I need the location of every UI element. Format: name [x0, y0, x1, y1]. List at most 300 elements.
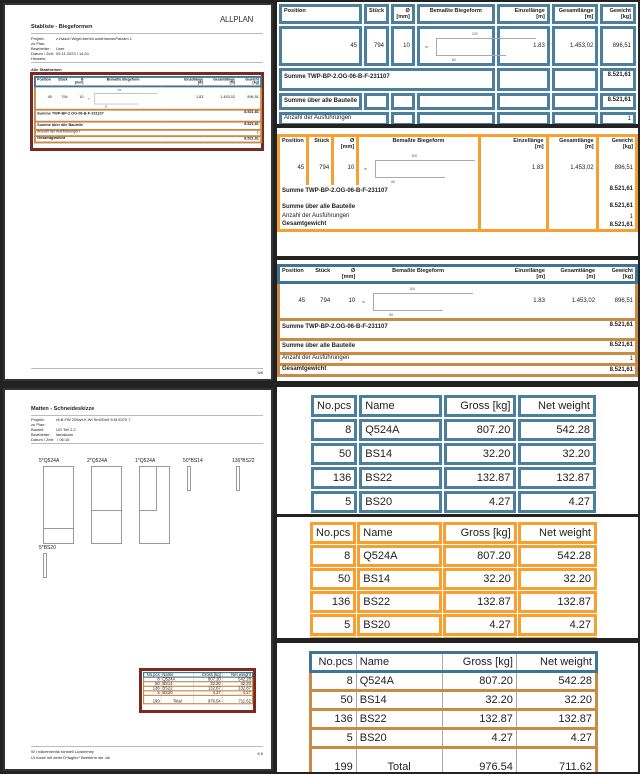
column-header [236, 77, 261, 86]
total-cell: 976.54 [442, 748, 516, 773]
bending-shape-drawing [422, 30, 490, 62]
row-value: 1 [597, 213, 636, 221]
row-value: 8.521,61 [244, 122, 259, 127]
empty-cell [479, 320, 547, 340]
cell: 132.87 [442, 710, 516, 729]
table-row [310, 591, 597, 613]
header-label: Gewicht [245, 77, 259, 82]
column-header: Net weight [518, 395, 596, 417]
bar-table-cells-panel [277, 2, 638, 124]
total-cell: 976.54 [194, 695, 222, 703]
mat-table-rows-panel [277, 643, 638, 772]
header-unit [282, 274, 305, 280]
cell: BS20 [359, 491, 442, 513]
dimension-bottom: 60 [104, 105, 108, 109]
column-header [547, 136, 597, 152]
total-cell: 711.62 [222, 695, 253, 703]
header-row [279, 266, 637, 283]
table-row [310, 614, 597, 636]
cutting-sketch [43, 553, 47, 578]
cell: 50 [144, 682, 161, 687]
header-unit: [mm] [74, 81, 84, 85]
cell: 1.453,02 [220, 95, 235, 100]
header-label: Gesamtlänge [560, 268, 596, 274]
cutting-sketch [91, 466, 122, 544]
meta-key: Projekt: [31, 417, 45, 422]
anzahl-row [279, 354, 637, 365]
header-unit [361, 144, 475, 150]
cell: 4.27 [442, 729, 516, 748]
empty-cell [205, 136, 237, 142]
column-header [552, 4, 598, 24]
header-label: Position [282, 268, 304, 274]
cell: BS22 [161, 686, 194, 691]
shape-line [436, 38, 506, 56]
header-label: Stück [58, 77, 68, 82]
column-header [417, 4, 495, 24]
header-unit [282, 144, 304, 150]
row-label: Summe über alle Bauteile [37, 123, 84, 128]
meta-value: UG Teil 2.2 [56, 427, 76, 432]
total-cell: 711.62 [516, 748, 596, 773]
header-unit: [mm] [340, 144, 355, 150]
header-label: Bemaßte Biegeform [106, 77, 140, 82]
empty-cell [479, 221, 547, 231]
column-header: Name [357, 522, 442, 544]
row-label: Gesamtgewicht [37, 136, 66, 141]
cell: Q524A [356, 672, 442, 691]
gesamtgewicht-row [279, 365, 637, 376]
meta-key: Bearbeiter: [31, 46, 51, 51]
cell: 807.20 [443, 545, 517, 567]
cell: 542.28 [222, 677, 253, 682]
cell: 542.28 [518, 545, 597, 567]
summe-row [279, 68, 636, 91]
total-row [310, 637, 597, 638]
cell: 45 [279, 151, 308, 185]
cell: 794 [308, 151, 333, 185]
row-label: Summe TWP-BP-2.OG-06-B-F-231107 [282, 324, 388, 330]
header-label: Stück [314, 138, 330, 144]
section-label: Alle Stabformen [31, 67, 62, 72]
bending-shape-cell [358, 151, 479, 185]
header-label: Ø [349, 138, 355, 144]
column-header [357, 266, 479, 283]
header-label: Gesamtlänge [559, 138, 594, 144]
cell: 794 [320, 298, 331, 304]
cell: 1.83 [195, 95, 204, 100]
cutting-sketch [43, 466, 74, 544]
header-label: Ø [350, 268, 356, 274]
empty-cell [547, 213, 597, 221]
bending-shape-drawing [361, 152, 475, 184]
summe-row [35, 110, 261, 122]
cell: 8 [311, 672, 357, 691]
mat-table-highlight [139, 668, 256, 713]
cutting-sketch [236, 466, 240, 491]
column-header [279, 266, 308, 283]
header-row [35, 77, 261, 86]
data-row [279, 26, 636, 66]
header-unit: [m] [584, 14, 594, 20]
bar-table-columns-panel [277, 128, 638, 256]
dimension-left: m [424, 45, 428, 49]
header-label: Bemaßte Biegeform [392, 268, 445, 274]
cell: 8 [310, 545, 356, 567]
table-row [311, 491, 596, 513]
cell: 1.83 [533, 298, 545, 304]
shape-line [373, 293, 473, 294]
cell: 132.87 [443, 591, 517, 613]
table-row [311, 672, 597, 691]
header-label: Gesamtlänge [558, 8, 594, 14]
cell: 132.87 [516, 710, 596, 729]
cell: 32.20 [194, 682, 222, 687]
column-header: No.pcs [311, 653, 357, 672]
shape-line [95, 93, 158, 94]
anzahl-row [279, 213, 637, 221]
column-header [600, 4, 636, 24]
header-unit: [kg] [622, 274, 633, 280]
empty-cell [479, 365, 547, 376]
gesamtgewicht-row [35, 136, 261, 142]
column-header [358, 136, 479, 152]
empty-cell [479, 354, 547, 365]
meta-key: Datum / Zeit: [31, 437, 54, 442]
cell: 4.27 [222, 691, 253, 696]
cell: 896,51 [597, 151, 636, 185]
mat-table [309, 651, 598, 772]
bar-table [277, 2, 638, 124]
cell: BS14 [359, 443, 442, 465]
anzahl-row [279, 112, 636, 124]
total-cell: 199 [311, 748, 357, 773]
column-header [307, 266, 332, 283]
empty-cell [547, 185, 597, 202]
header-label: Einzellänge [514, 268, 545, 274]
sketch-label: 5*Q524A [39, 458, 60, 464]
cell: 8 [311, 419, 357, 441]
header-unit [369, 14, 384, 20]
row-label: Anzahl der Ausführungen [282, 355, 350, 361]
header-label: Ø [405, 8, 410, 14]
column-header [547, 266, 597, 283]
sketch-label: 50*BS14 [183, 458, 203, 464]
footer-line-2: Ul ruese intl aertz D*faglirc* Beelterm ste Jai [31, 755, 110, 760]
header-label: Stück [315, 268, 331, 274]
cell: BS22 [356, 710, 442, 729]
row-value: 1 [600, 112, 636, 124]
header-label: Einzellänge [514, 8, 545, 14]
allplan-logo: ALLPLAN [219, 15, 253, 24]
empty-cell [497, 68, 550, 91]
row-value: 8.521,61 [244, 137, 259, 141]
cell: BS22 [359, 467, 442, 489]
column-header: Gross [kg] [444, 395, 516, 417]
cell: 794 [61, 95, 68, 100]
cell: 5 [310, 614, 356, 636]
row-label: Summe über alle Bauteile [279, 202, 480, 213]
header-row [311, 653, 597, 672]
header-unit: [m] [197, 81, 204, 85]
column-header: No.pcs [144, 673, 161, 678]
meta-value: lamalcam [56, 432, 74, 437]
empty-cell [479, 340, 547, 354]
row-value: 8.521,61 [597, 202, 636, 213]
table-row [310, 545, 597, 567]
empty-cell [552, 112, 598, 124]
row-value: 1 [256, 130, 259, 135]
bar-list-page-thumbnail [3, 3, 273, 381]
meta-key: Datum / Zeit: [31, 51, 54, 56]
cell: 5 [311, 491, 357, 513]
dimension-bottom: 60 [389, 313, 394, 317]
cell: 4.27 [194, 691, 222, 696]
row-value: 8.521,61 [609, 367, 633, 373]
bending-shape-drawing [86, 88, 160, 108]
shape-line [375, 160, 445, 178]
header-unit: [m] [535, 144, 544, 150]
row-value: 8.521,61 [600, 93, 636, 110]
summe-row [279, 185, 637, 202]
column-header [479, 136, 547, 152]
header-label: Einzellänge [184, 77, 204, 82]
page-number: 6/6 [257, 370, 263, 375]
table-row [310, 568, 597, 590]
column-header [308, 136, 333, 152]
row-value: 8.521,61 [597, 185, 636, 202]
cell: BS20 [356, 729, 442, 748]
cell: 794 [364, 26, 389, 66]
table-row [311, 467, 596, 489]
cell: 4.27 [516, 729, 596, 748]
bar-table-rows-panel [277, 260, 638, 381]
cell: 32.20 [443, 568, 517, 590]
data-row [279, 283, 637, 320]
empty-cell [479, 185, 547, 202]
table-row [311, 443, 596, 465]
empty-cell [205, 122, 237, 130]
shape-line [95, 93, 139, 104]
cell: 807.20 [444, 419, 516, 441]
page-title: Stabliste - Biegeformen [31, 24, 93, 30]
empty-cell [205, 110, 237, 122]
gesamtgewicht-row [279, 221, 637, 231]
cell: 807.20 [442, 672, 516, 691]
empty-cell [417, 93, 495, 110]
bending-shape-drawing [359, 285, 477, 317]
column-header: Name [161, 673, 194, 678]
column-header [35, 77, 53, 86]
meta-key: Bauteil: [31, 427, 45, 432]
cell: 4.27 [518, 491, 596, 513]
total-cell: 199 [144, 695, 161, 703]
empty-cell [547, 354, 597, 365]
cell: 1.453,02 [571, 298, 596, 304]
bar-table-small [34, 76, 262, 143]
cell: 542.28 [516, 672, 596, 691]
empty-cell [552, 68, 598, 91]
column-header [597, 266, 636, 283]
header-unit: [m] [536, 274, 545, 280]
empty-cell [364, 93, 389, 110]
bar-table [277, 264, 638, 377]
project-meta [31, 417, 130, 442]
header-unit [284, 14, 357, 20]
empty-cell [547, 340, 597, 354]
summe-alle-row [35, 122, 261, 130]
header-row [310, 522, 597, 544]
meta-value: 09.11.2023 / 14:01 [56, 51, 90, 56]
header-unit: [kg] [252, 81, 259, 85]
bar-table [34, 76, 262, 143]
header-unit [54, 82, 67, 85]
header-label: Position [37, 77, 51, 82]
column-header: Net weight [222, 673, 253, 678]
header-unit [311, 144, 329, 150]
total-cell: Total [356, 748, 442, 773]
column-header: No.pcs [310, 522, 356, 544]
meta-value: r8.B.FW 205a/r.K.Wl Sm0Ge5 5.M 5370 7 [56, 417, 131, 422]
bar-table [277, 134, 638, 232]
meta-key: Projekt: [31, 36, 45, 41]
meta-key: zu Plan: [31, 41, 46, 46]
cell: 32.20 [518, 568, 597, 590]
cell: 896,51 [614, 298, 633, 304]
row-value: 8.521,61 [244, 110, 259, 115]
meta-value: User [56, 46, 65, 51]
cell: 50 [311, 691, 357, 710]
row-value: 8.521,61 [609, 342, 633, 348]
header-row [279, 4, 636, 24]
header-label: Gewicht [609, 8, 631, 14]
column-header [497, 4, 550, 24]
column-header: Net weight [516, 653, 596, 672]
column-header: Name [359, 395, 442, 417]
total-cell: Total [161, 695, 194, 703]
column-header [69, 77, 85, 86]
column-header: Gross [kg] [194, 673, 222, 678]
cell: 542.28 [518, 419, 596, 441]
cell: 136 [310, 591, 356, 613]
cell: 5 [144, 691, 161, 696]
sketch-split [92, 467, 121, 511]
mat-table-small [143, 672, 253, 704]
cell: 896,51 [247, 95, 259, 100]
cell: 10 [333, 151, 358, 185]
meta-value: / 06:15 [56, 437, 70, 442]
cell: 32.20 [444, 443, 516, 465]
column-header [279, 136, 308, 152]
sketch-split [44, 467, 73, 529]
row-label: Summe über alle Bauteile [282, 343, 356, 349]
cell: 4.27 [443, 614, 517, 636]
empty-cell [479, 213, 547, 221]
cell: 50 [311, 443, 357, 465]
cell: 45 [298, 298, 306, 304]
header-row [279, 136, 637, 152]
cell: 132.87 [518, 591, 597, 613]
header-unit [422, 14, 490, 20]
column-header [479, 266, 547, 283]
footer-line-1: W i ndkeenenfla ronstell Luwineney [31, 749, 94, 754]
mat-table-columns-panel [277, 517, 638, 638]
header-label: Position [282, 138, 304, 144]
column-header [391, 4, 415, 24]
empty-cell [417, 112, 495, 124]
total-cell [310, 637, 356, 638]
total-cell [357, 637, 442, 638]
cell: 136 [311, 467, 357, 489]
mat-table [143, 672, 253, 704]
row-label: Summe TWP-BP-2.OG-06-B-F-231107 [279, 185, 480, 202]
row-label: Summe TWP-BP-2.OG-06-B-F-231107 [37, 111, 104, 116]
total-row [311, 748, 597, 773]
empty-cell [552, 93, 598, 110]
dimension-top: 100 [117, 89, 122, 92]
summe-alle-row [279, 93, 636, 110]
cell: 807.20 [194, 677, 222, 682]
project-meta [31, 36, 132, 61]
meta-key: Hinweis: [31, 56, 47, 61]
empty-cell [391, 112, 415, 124]
cell: 8 [144, 677, 161, 682]
meta-key: zu Plan: [31, 422, 46, 427]
header-label: Ø [80, 77, 84, 82]
cell: 132.87 [444, 467, 516, 489]
empty-cell [497, 93, 550, 110]
empty-cell [391, 93, 415, 110]
sketch-label: 5*BS20 [39, 545, 56, 551]
dimension-top: 100 [411, 154, 418, 158]
cell: 1.83 [479, 151, 547, 185]
mat-table-cells-panel [277, 387, 638, 514]
row-value: 1 [629, 356, 633, 362]
empty-cell [547, 221, 597, 231]
header-unit: [mm] [341, 274, 356, 280]
sketch-label: 2*Q524A [87, 458, 108, 464]
header-unit: [mm] [396, 14, 410, 20]
meta-key: Bearbeiter: [31, 432, 51, 437]
column-header: Gross [kg] [442, 653, 516, 672]
header-unit [359, 274, 477, 280]
sketch-label: 136*BS22 [232, 458, 255, 464]
cell: BS22 [357, 591, 442, 613]
table-row [311, 729, 597, 748]
cutting-sketch [187, 466, 191, 491]
meta-row [31, 437, 130, 442]
sketch-label: 1*Q524A [135, 458, 156, 464]
column-header [85, 77, 162, 86]
header-unit [37, 82, 52, 85]
row-label: Gesamtgewicht [282, 366, 327, 372]
cell: 132.87 [194, 686, 222, 691]
total-cell [518, 637, 597, 638]
dimension-top: 100 [409, 287, 416, 291]
summe-alle-row [279, 340, 637, 354]
shape-line [373, 293, 443, 311]
cell: 32.20 [222, 682, 253, 687]
column-header: Net weight [518, 522, 597, 544]
empty-cell [162, 110, 205, 122]
column-header [279, 4, 362, 24]
column-header [205, 77, 237, 86]
header-label: Bemaßte Biegeform [429, 8, 482, 14]
bar-table-highlight [30, 72, 264, 151]
cell: BS14 [161, 682, 194, 687]
total-cell [443, 637, 517, 638]
row-label: Summe TWP-BP-2.OG-06-B-F-231107 [279, 68, 495, 91]
